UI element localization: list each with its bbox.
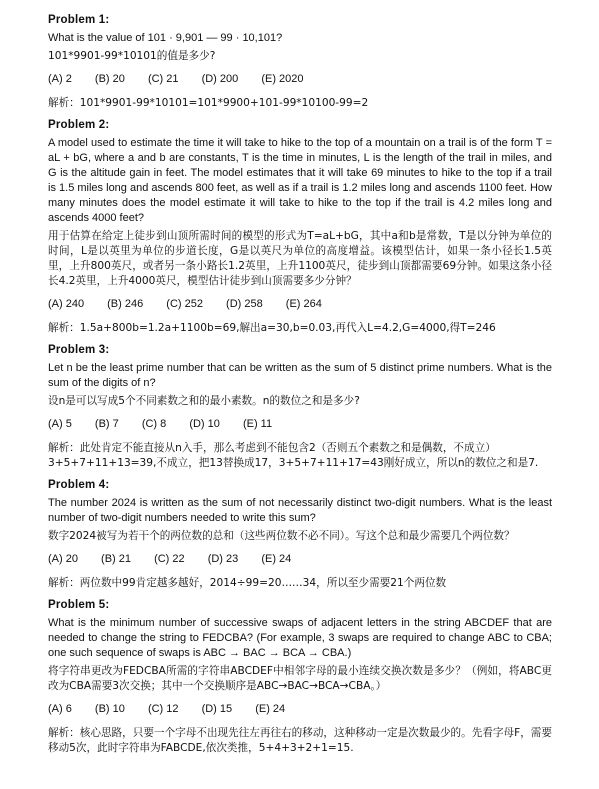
answer-choices [48,417,552,432]
choice-b: (B) 20 [94,73,125,85]
choice-b: (B) 7 [94,418,119,430]
problem-english: What is the minimum number of successive swaps of adjacent letters in the string ABCDEF that are needed to change the string to FEDCBA? (For example, 3 swaps are required to change ABC to CBA; one such sequence of swaps is ABC → BAC → BCA → CBA.) [48,617,552,659]
choice-c: (C) 12 [147,703,179,715]
choice-d: (D) 23 [207,553,239,565]
choice-a: (A) 6 [48,703,72,715]
problem-chinese: 将字符串更改为FEDCBA所需的字符串ABCDEF中相邻字母的最小连续交换次数是多少？（例如，将ABC更改为CBA需要3次交换；其中一个交换顺序是ABC→BAC→BCA→CBA。） [48,665,552,692]
problem-title: Problem 4: [48,479,110,491]
choice-d: (D) 15 [201,703,233,715]
choice-b: (B) 21 [101,553,131,565]
problem-title: Problem 3: [48,344,110,356]
problem-5 [48,598,552,756]
choice-a: (A) 2 [48,73,72,85]
problem-english: What is the value of 101 · 9,901 — 99 · 10,101? [48,32,283,44]
solution-text: 解析：核心思路，只要一个字母不出现先往左再往右的移动，这种移动一定是次数最少的。先看字母F，需要移动5次，此时字符串为FABCDE,依次类推，5+4+3+2+1=15. [48,727,552,754]
answer-choices [48,72,552,87]
choice-e: (E) 264 [285,298,322,310]
problem-1 [48,13,552,111]
choice-e: (E) 24 [261,553,292,565]
problem-english: Let n be the least prime number that can be written as the sum of 5 distinct prime numbers. What is the sum of the digits of n? [48,362,552,389]
answer-choices [48,297,552,312]
choice-d: (D) 200 [201,73,239,85]
choice-c: (C) 22 [154,553,185,565]
problem-title: Problem 5: [48,599,110,611]
choice-e: (E) 11 [242,418,273,430]
solution-text: 解析：1.5a+800b=1.2a+1100b=69,解出a=30,b=0.03,再代入L=4.2,G=4000,得T=246 [48,322,496,334]
problem-chinese: 用于估算在给定上徒步到山顶所需时间的模型的形式为T=aL+bG，其中a和b是常数，T是以分钟为单位的时间，L是以英里为单位的步道长度，G是以英尺为单位的高度增益。该模型估计，如果一条小径长1.5英里，上升800英尺，或者另一条小路长1.2英里，上升1100英尺，徒步到山顶都需要69分钟。如果这条小径长4.2英里，上升4000英尺，模型估计徒步到山顶需要多少分钟？ [48,230,552,287]
solution-text: 解析：101*9901-99*10101=101*9900+101-99*10100-99=2 [48,97,369,109]
choice-d: (D) 10 [189,418,220,430]
choice-c: (C) 21 [147,73,179,85]
problem-chinese: 数字2024被写为若干个的两位数的总和（这些两位数不必不同）。写这个总和最少需要几个两位数？ [48,530,515,542]
solution-text: 解析：此处肯定不能直接从n入手，那么考虑到不能包含2（否则五个素数之和是偶数，不成立）3+5+7+11+13=39,不成立，把13替换成17，3+5+7+11+17=43刚好成立，所以n的数位之和是7. [48,442,539,469]
answer-choices [48,702,552,717]
choice-a: (A) 5 [48,418,72,430]
problem-english: A model used to estimate the time it will take to hike to the top of a mountain on a trail is of the form T = aL + bG, where a and b are constants, T is the time in minutes, L is the length of the trail in miles, and G is the altitude gain in feet. The model estimates that it will take 69 minutes to hike to the top if a trail is 1.5 miles long and ascends 800 feet, as well as if a trail is 1.2 miles long and ascends 1100 feet. How many minutes does the model estimate it will take to hike to the top if the trail is 4.2 miles long and ascends 4000 feet? [48,137,552,224]
problem-2 [48,118,552,336]
choice-d: (D) 258 [226,298,263,310]
choice-e: (E) 2020 [261,73,304,85]
problem-3 [48,343,552,471]
problem-title: Problem 1: [48,14,110,26]
solution-text: 解析：两位数中99肯定越多越好，2014÷99=20……34，所以至少需要21个两位数 [48,577,447,589]
problem-title: Problem 2: [48,119,110,131]
answer-choices [48,552,552,567]
problem-english: The number 2024 is written as the sum of not necessarily distinct two-digit numbers. What is the least number of two-digit numbers needed to write this sum? [48,497,552,524]
choice-c: (C) 252 [166,298,203,310]
problem-chinese: 设n是可以写成5个不同素数之和的最小素数。n的数位之和是多少? [48,395,360,407]
choice-b: (B) 10 [94,703,125,715]
problem-chinese: 101*9901-99*10101的值是多少? [48,50,216,62]
choice-b: (B) 246 [107,298,144,310]
choice-e: (E) 24 [255,703,286,715]
choice-c: (C) 8 [141,418,167,430]
choice-a: (A) 20 [48,553,78,565]
choice-a: (A) 240 [48,298,85,310]
problem-4 [48,478,552,591]
